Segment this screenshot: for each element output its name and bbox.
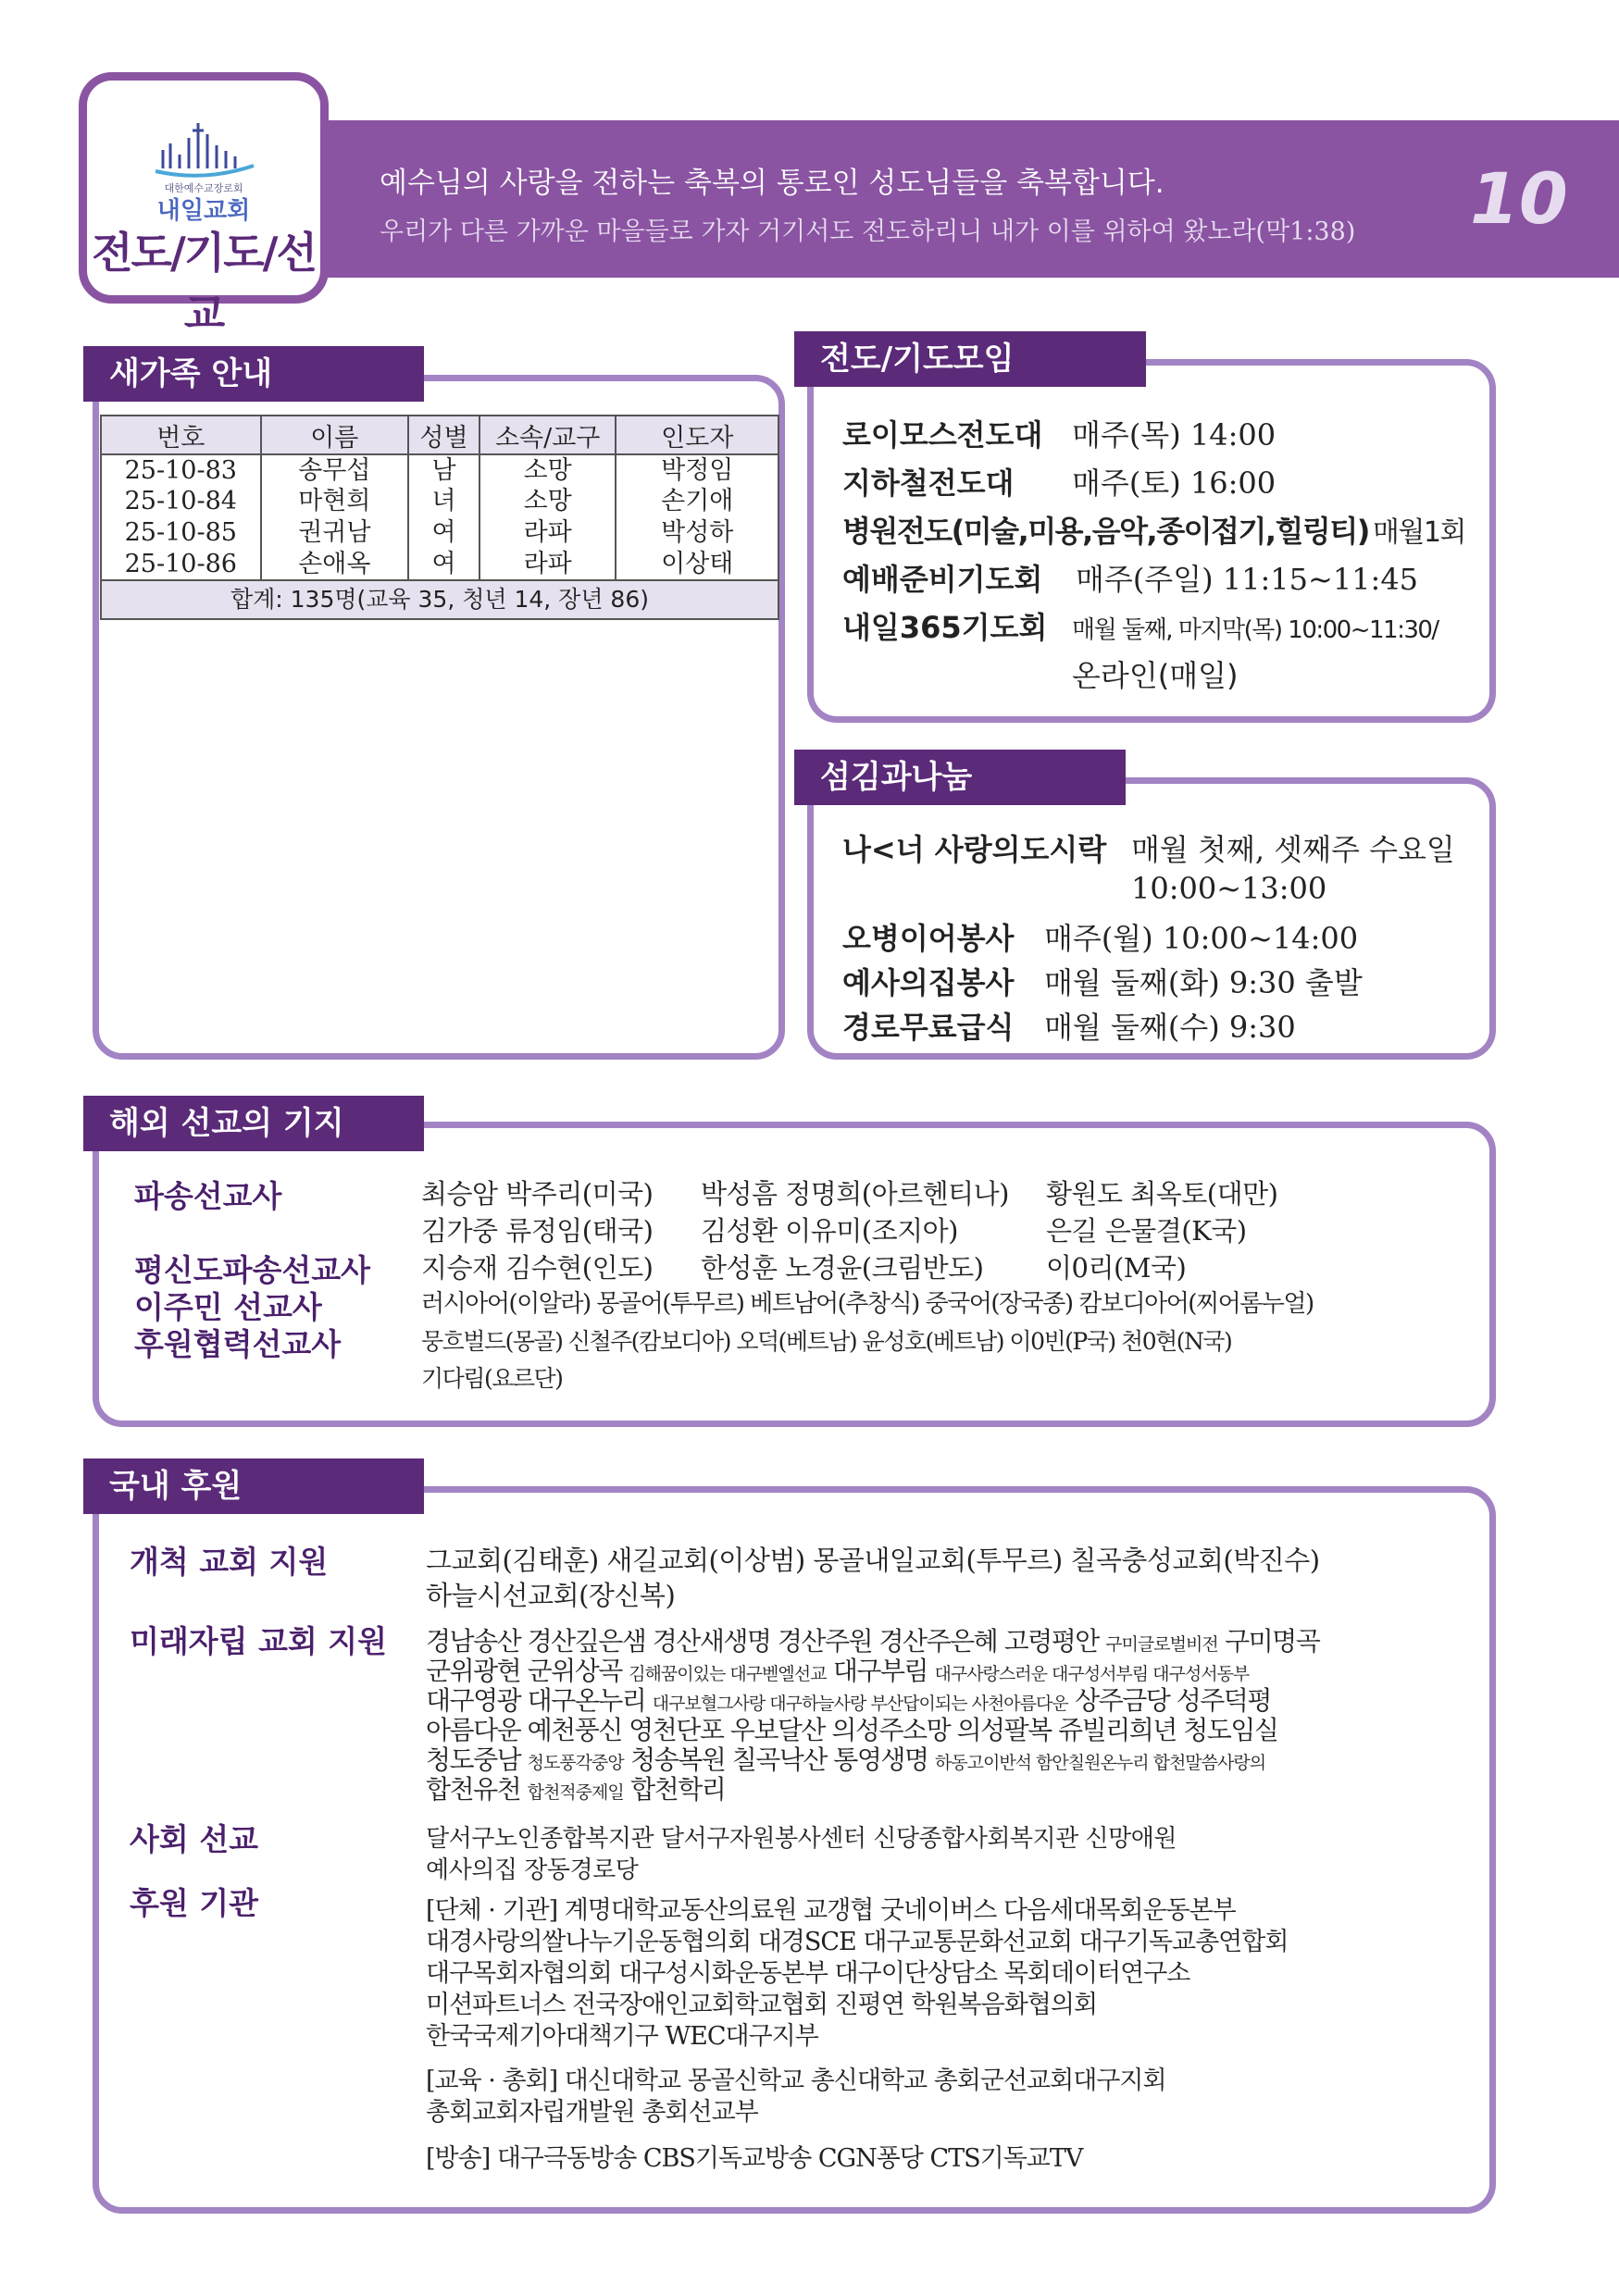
- header-blessing-text: 예수님의 사랑을 전하는 축복의 통로인 성도님들을 축복합니다.: [380, 167, 1164, 200]
- cell-number: 25-10-86: [101, 549, 261, 580]
- missionary-entry: 황원도 최옥토(대만): [1046, 1178, 1278, 1210]
- church-names-small: 대구사랑스러운 대구성서부림 대구성서동부: [934, 1664, 1250, 1684]
- serving-label: 예사의집봉사: [842, 965, 1015, 1000]
- serving-time: 매월 첫째, 셋째주 수요일: [1131, 832, 1455, 867]
- missionary-entry: 김성환 이유미(조지아): [701, 1215, 958, 1247]
- cell-gender: 녀: [408, 486, 479, 517]
- migrant-missionary-list: 러시아어(이알라) 몽골어(투무르) 베트남어(추창식) 중국어(장국종) 캄보디아어(찌어롬누얼): [421, 1290, 1314, 1318]
- church-names-small: 김해꿈이있는 대구벧엘선교: [629, 1664, 827, 1684]
- meeting-item: [842, 604, 1438, 647]
- future-church-label: 미래자립 교회 지원: [130, 1623, 388, 1659]
- sent-missionary-label: 파송선교사: [134, 1178, 282, 1214]
- serving-label: 오병이어봉사: [842, 921, 1015, 956]
- meeting-time: 온라인(매일): [1072, 658, 1239, 693]
- support-org-list: 대경사랑의쌀나누기운동협의회 대경SCE 대구교통문화선교회 대구기독교총연합회: [426, 1928, 1289, 1956]
- cell-guide: 박정임: [616, 454, 778, 486]
- church-names: 군위광현 군위상곡: [426, 1656, 629, 1686]
- pioneer-church-list: 하늘시선교회(장신복): [426, 1580, 676, 1611]
- meeting-item: [842, 508, 1465, 551]
- table-row: [101, 517, 778, 549]
- serving-label: 나<너 사랑의도시락: [842, 832, 1107, 867]
- social-mission-label: 사회 선교: [130, 1821, 259, 1857]
- serving-time: 매월 둘째(수) 9:30: [1044, 1010, 1296, 1045]
- section-title: 전도/기도/선교: [92, 228, 316, 339]
- church-names: 상주금당 성주덕평: [1067, 1685, 1271, 1716]
- social-mission-list: 달서구노인종합복지관 달서구자원봉사센터 신당종합사회복지관 신망애원: [426, 1825, 1177, 1853]
- church-names: 청도중남: [426, 1744, 528, 1775]
- support-org-list: 대구목회자협의회 대구성시화운동본부 대구이단상담소 목회데이터연구소: [426, 1959, 1190, 1988]
- logo-church-name: 내일교회: [156, 197, 251, 225]
- support-missionary-list: 기다림(요르단): [421, 1365, 563, 1392]
- page-number: 10: [1470, 157, 1568, 240]
- new-family-total: 합계: 135명(교육 35, 청년 14, 장년 86): [101, 580, 778, 619]
- logo-box: [79, 72, 329, 339]
- table-header-row: [101, 416, 778, 454]
- church-names: 구미명곡: [1217, 1626, 1320, 1657]
- cell-guide: 손기애: [616, 486, 778, 517]
- social-mission-list: 예사의집 장동경로당: [426, 1856, 639, 1884]
- serving-time: 매월 둘째(화) 9:30 출발: [1044, 965, 1363, 1000]
- cell-gender: 여: [408, 549, 479, 580]
- migrant-missionary-label: 이주민 선교사: [134, 1289, 322, 1325]
- domestic-tab: 국내 후원: [83, 1458, 424, 1514]
- support-missionary-label: 후원협력선교사: [134, 1326, 342, 1362]
- pioneer-church-list: 그교회(김태훈) 새길교회(이상범) 몽골내일교회(투무르) 칠곡충성교회(박진수): [426, 1545, 1320, 1576]
- new-family-tab: 새가족 안내: [83, 346, 424, 402]
- meeting-item: [842, 460, 1276, 503]
- lay-missionary-label: 평신도파송선교사: [134, 1252, 371, 1288]
- column-header: 성별: [408, 416, 479, 454]
- meeting-item: [842, 412, 1276, 454]
- column-header: 이름: [261, 416, 409, 454]
- cell-name: 송무섭: [261, 454, 409, 486]
- support-org-list: 한국국제기아대책기구 WEC대구지부: [426, 2022, 818, 2051]
- header-scripture-text: 우리가 다른 가까운 마을들로 가자 거기서도 전도하리니 내가 이를 위하여 왔노라(막1:38): [380, 217, 1356, 246]
- table-row: [101, 454, 778, 486]
- column-header: 소속/교구: [479, 416, 616, 454]
- cell-gender: 남: [408, 454, 479, 486]
- church-names-small: 청도풍각중앙: [527, 1753, 624, 1773]
- church-names-small: 대구보혈그사랑 대구하늘사랑 부산답이되는 사천아름다운: [652, 1694, 1068, 1714]
- church-logo-icon: [154, 118, 255, 182]
- support-org-list: [단체 · 기관] 계명대학교동산의료원 교갱협 굿네이버스 다음세대목회운동본부: [426, 1896, 1236, 1925]
- logo-denomination: 대한예수교장로회: [164, 182, 243, 194]
- overseas-tab: 해외 선교의 기지: [83, 1096, 424, 1151]
- meeting-label: 로이모스전도대: [842, 417, 1043, 453]
- cell-name: 마현희: [261, 486, 409, 517]
- future-church-list: [426, 1769, 725, 1806]
- serving-label: 경로무료급식: [842, 1010, 1015, 1045]
- church-names: 경남송산 경산깊은샘 경산새생명 경산주원 경산주은혜 고령평안: [426, 1626, 1106, 1657]
- support-org-list: 미션파트너스 전국장애인교회학교협회 진평연 학원복음화협의회: [426, 1991, 1098, 2019]
- church-names-small: 합천적중제일: [527, 1782, 624, 1803]
- church-names-small: 구미글로벌비전: [1105, 1634, 1218, 1655]
- table-total-row: [101, 580, 778, 619]
- missionary-entry: 김가중 류정임(태국): [421, 1215, 654, 1247]
- cell-number: 25-10-83: [101, 454, 261, 486]
- cell-guide: 박성하: [616, 517, 778, 549]
- column-header: 번호: [101, 416, 261, 454]
- cell-group: 라파: [479, 517, 616, 549]
- column-header: 인도자: [616, 416, 778, 454]
- cell-name: 손애옥: [261, 549, 409, 580]
- church-names: 대구영광 대구온누리: [426, 1685, 653, 1716]
- education-org-list: 총회교회자립개발원 총회선교부: [426, 2098, 758, 2127]
- pioneer-church-label: 개척 교회 지원: [130, 1544, 329, 1580]
- table-row: [101, 486, 778, 517]
- church-names: 대구부림: [826, 1656, 935, 1686]
- meeting-time: 매월 둘째, 마지막(목) 10:00~11:30/: [1072, 616, 1438, 644]
- serving-time: 10:00~13:00: [1131, 871, 1327, 906]
- missionary-entry: 지승재 김수현(인도): [421, 1252, 654, 1284]
- serving-item: [842, 826, 1455, 869]
- church-names: 합천학리: [623, 1774, 726, 1805]
- cell-number: 25-10-85: [101, 517, 261, 549]
- meeting-time: 매월1회: [1372, 516, 1465, 549]
- education-org-list: [교육 · 총회] 대신대학교 몽골신학교 총신대학교 총회군선교회대구지회: [426, 2066, 1166, 2095]
- missionary-entry: 최승암 박주리(미국): [421, 1178, 654, 1210]
- cell-group: 소망: [479, 454, 616, 486]
- support-org-label: 후원 기관: [130, 1885, 259, 1921]
- cell-name: 권귀남: [261, 517, 409, 549]
- serving-item: [842, 960, 1363, 1002]
- missionary-entry: 한성훈 노경윤(크림반도): [701, 1252, 984, 1284]
- new-family-table: [100, 415, 779, 620]
- cell-group: 소망: [479, 486, 616, 517]
- serving-item-continued: [1131, 871, 1326, 906]
- cell-number: 25-10-84: [101, 486, 261, 517]
- cell-gender: 여: [408, 517, 479, 549]
- meetings-tab: 전도/기도모임: [794, 331, 1146, 387]
- cell-guide: 이상태: [616, 549, 778, 580]
- meeting-label: 지하철전도대: [842, 465, 1015, 501]
- church-names: 청송복원 칠곡낙산 통영생명: [623, 1744, 935, 1775]
- meeting-item: [842, 556, 1418, 599]
- serving-tab: 섬김과나눔: [794, 750, 1126, 805]
- meeting-label: 병원전도(미술,미용,음악,종이접기,힐링티): [842, 514, 1369, 549]
- serving-item: [842, 915, 1358, 958]
- meeting-time: 매주(주일) 11:15~11:45: [1076, 562, 1419, 597]
- church-names: 합천유천: [426, 1774, 528, 1805]
- missionary-entry: 박성흠 정명희(아르헨티나): [701, 1178, 1010, 1210]
- future-church-list: 아름다운 예천풍신 영천단포 우보달산 의성주소망 의성팔복 쥬빌리희년 청도임실: [426, 1715, 1278, 1745]
- serving-time: 매주(월) 10:00~14:00: [1044, 921, 1359, 956]
- missionary-entry: 이0리(M국): [1046, 1252, 1187, 1284]
- meeting-item-continued: [1072, 652, 1239, 695]
- meeting-time: 매주(목) 14:00: [1072, 417, 1277, 453]
- broadcast-org-list: [방송] 대구극동방송 CBS기독교방송 CGN퐁당 CTS기독교TV: [426, 2144, 1083, 2173]
- serving-item: [842, 1004, 1296, 1047]
- meeting-time: 매주(토) 16:00: [1072, 465, 1277, 501]
- cell-group: 라파: [479, 549, 616, 580]
- meeting-label: 예배준비기도회: [842, 562, 1043, 597]
- missionary-entry: 은길 은물결(K국): [1046, 1215, 1247, 1247]
- support-missionary-list: 뭉흐벌드(몽골) 신철주(캄보디아) 오덕(베트남) 윤성호(베트남) 이0빈(P국) 천0현(N국): [421, 1328, 1232, 1355]
- church-names-small: 하동고이반석 함안칠원온누리 합천말씀사랑의: [934, 1753, 1266, 1773]
- table-row: [101, 549, 778, 580]
- meeting-label: 내일365기도회: [842, 610, 1048, 645]
